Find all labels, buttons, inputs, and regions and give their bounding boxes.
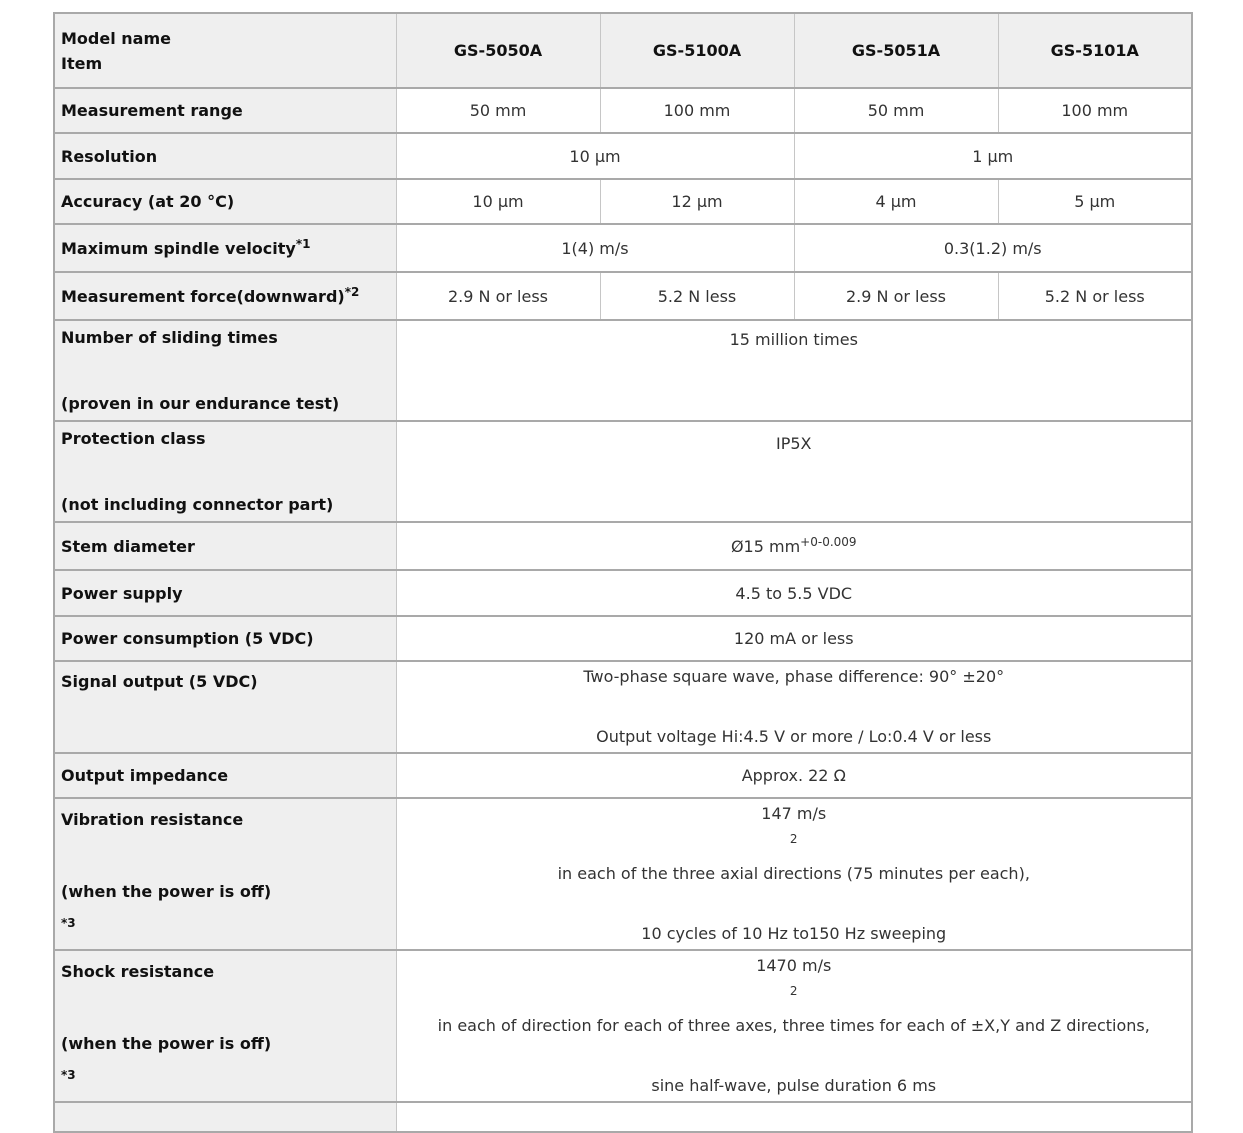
table-cell: 5.2 N less: [600, 272, 794, 320]
row-label-text: Maximum spindle velocity: [61, 238, 296, 258]
row-label-line: Shock resistance: [61, 962, 215, 981]
table-cell: 5.2 N or less: [998, 272, 1192, 320]
table-cell: [396, 522, 1192, 570]
table-cell: 12 µm: [600, 179, 794, 224]
row-label-line: (when the power is off): [61, 1034, 272, 1053]
row-label: [54, 798, 396, 950]
model-header: GS-5100A: [600, 13, 794, 88]
table-cell: 2.9 N or less: [794, 272, 998, 320]
table-row: [54, 179, 1192, 224]
table-cell: 50 mm: [396, 88, 600, 133]
exponent: 2: [789, 984, 798, 998]
table-cell: 1(4) m/s: [396, 224, 794, 272]
table-row: [54, 320, 1192, 421]
cell-line: sine half-wave, pulse duration 6 ms: [651, 1076, 937, 1095]
header-corner-cell: [54, 13, 396, 88]
tolerance-value: +0-0.009: [800, 534, 857, 549]
table-row: [54, 798, 1192, 950]
row-label: [54, 950, 396, 1102]
table-cell: 15 million times: [396, 320, 1192, 421]
row-label: [54, 1102, 396, 1132]
row-label: [54, 224, 396, 272]
table-cell: 120 mA or less: [396, 616, 1192, 661]
table-row: [54, 570, 1192, 616]
model-name-label: Model name: [61, 28, 171, 48]
row-label-text: Measurement force(downward): [61, 286, 345, 306]
table-cell: [396, 950, 1192, 1102]
row-label-line: Vibration resistance: [61, 810, 244, 829]
table-cell: 4 µm: [794, 179, 998, 224]
cell-line: Output voltage Hi:4.5 V or more / Lo:0.4 V or less: [596, 727, 992, 746]
row-label: [54, 320, 396, 421]
cell-text: 147 m/s: [761, 804, 827, 823]
cell-line: 10 cycles of 10 Hz to150 Hz sweeping: [641, 924, 947, 943]
footnote-ref: *3: [61, 1068, 76, 1082]
row-label: [54, 272, 396, 320]
footnote-ref: *1: [295, 236, 311, 251]
table-cell: 4.5 to 5.5 VDC: [396, 570, 1192, 616]
table-row: [54, 950, 1192, 1102]
row-label-line: Number of sliding times: [61, 328, 278, 347]
table-cell: 10 µm: [396, 133, 794, 179]
cell-text: in each of direction for each of three axes, three times for each of ±X,Y and Z directions,: [437, 1016, 1150, 1035]
table-row: [54, 616, 1192, 661]
row-label-line: (not including connector part): [61, 495, 334, 514]
item-label: Item: [61, 53, 103, 73]
row-label: Output impedance: [54, 753, 396, 798]
model-header: GS-5051A: [794, 13, 998, 88]
table-row: [54, 421, 1192, 522]
row-label-line: (when the power is off): [61, 882, 272, 901]
footnote-ref: *2: [344, 284, 360, 299]
row-label: Resolution: [54, 133, 396, 179]
table-row: [54, 133, 1192, 179]
row-label: [54, 421, 396, 522]
row-label: Power supply: [54, 570, 396, 616]
row-label: Signal output (5 VDC): [54, 661, 396, 753]
row-label: Power consumption (5 VDC): [54, 616, 396, 661]
table-row: [54, 661, 1192, 753]
model-header: GS-5101A: [998, 13, 1192, 88]
table-row: [54, 753, 1192, 798]
table-cell: 0.3(1.2) m/s: [794, 224, 1192, 272]
table-cell: 10 µm: [396, 179, 600, 224]
cell-text: in each of the three axial directions (75 minutes per each),: [557, 864, 1030, 883]
table-cell: IP5X: [396, 421, 1192, 522]
table-cell: [396, 1102, 1192, 1132]
footnote-ref: *3: [61, 916, 76, 930]
table-row: [54, 272, 1192, 320]
table-row: [54, 1102, 1192, 1132]
row-label-line: Protection class: [61, 429, 206, 448]
table-cell: 5 µm: [998, 179, 1192, 224]
table-cell: [396, 798, 1192, 950]
table-cell: 2.9 N or less: [396, 272, 600, 320]
table-cell: 50 mm: [794, 88, 998, 133]
cell-line: Two-phase square wave, phase difference: 90° ±20°: [583, 667, 1005, 686]
cell-text: 1470 m/s: [756, 956, 832, 975]
specification-table: [53, 12, 1193, 1133]
table-cell: 1 µm: [794, 133, 1192, 179]
exponent: 2: [789, 832, 798, 846]
stem-diameter-value: Ø15 mm: [730, 536, 801, 556]
table-row: [54, 224, 1192, 272]
model-header: GS-5050A: [396, 13, 600, 88]
table-cell: 100 mm: [600, 88, 794, 133]
row-label: Accuracy (at 20 °C): [54, 179, 396, 224]
row-label: Stem diameter: [54, 522, 396, 570]
header-row: [54, 13, 1192, 88]
table-cell: 100 mm: [998, 88, 1192, 133]
table-cell: Approx. 22 Ω: [396, 753, 1192, 798]
row-label: Measurement range: [54, 88, 396, 133]
row-label-line: (proven in our endurance test): [61, 394, 340, 413]
table-row: [54, 522, 1192, 570]
table-cell: [396, 661, 1192, 753]
table-row: [54, 88, 1192, 133]
